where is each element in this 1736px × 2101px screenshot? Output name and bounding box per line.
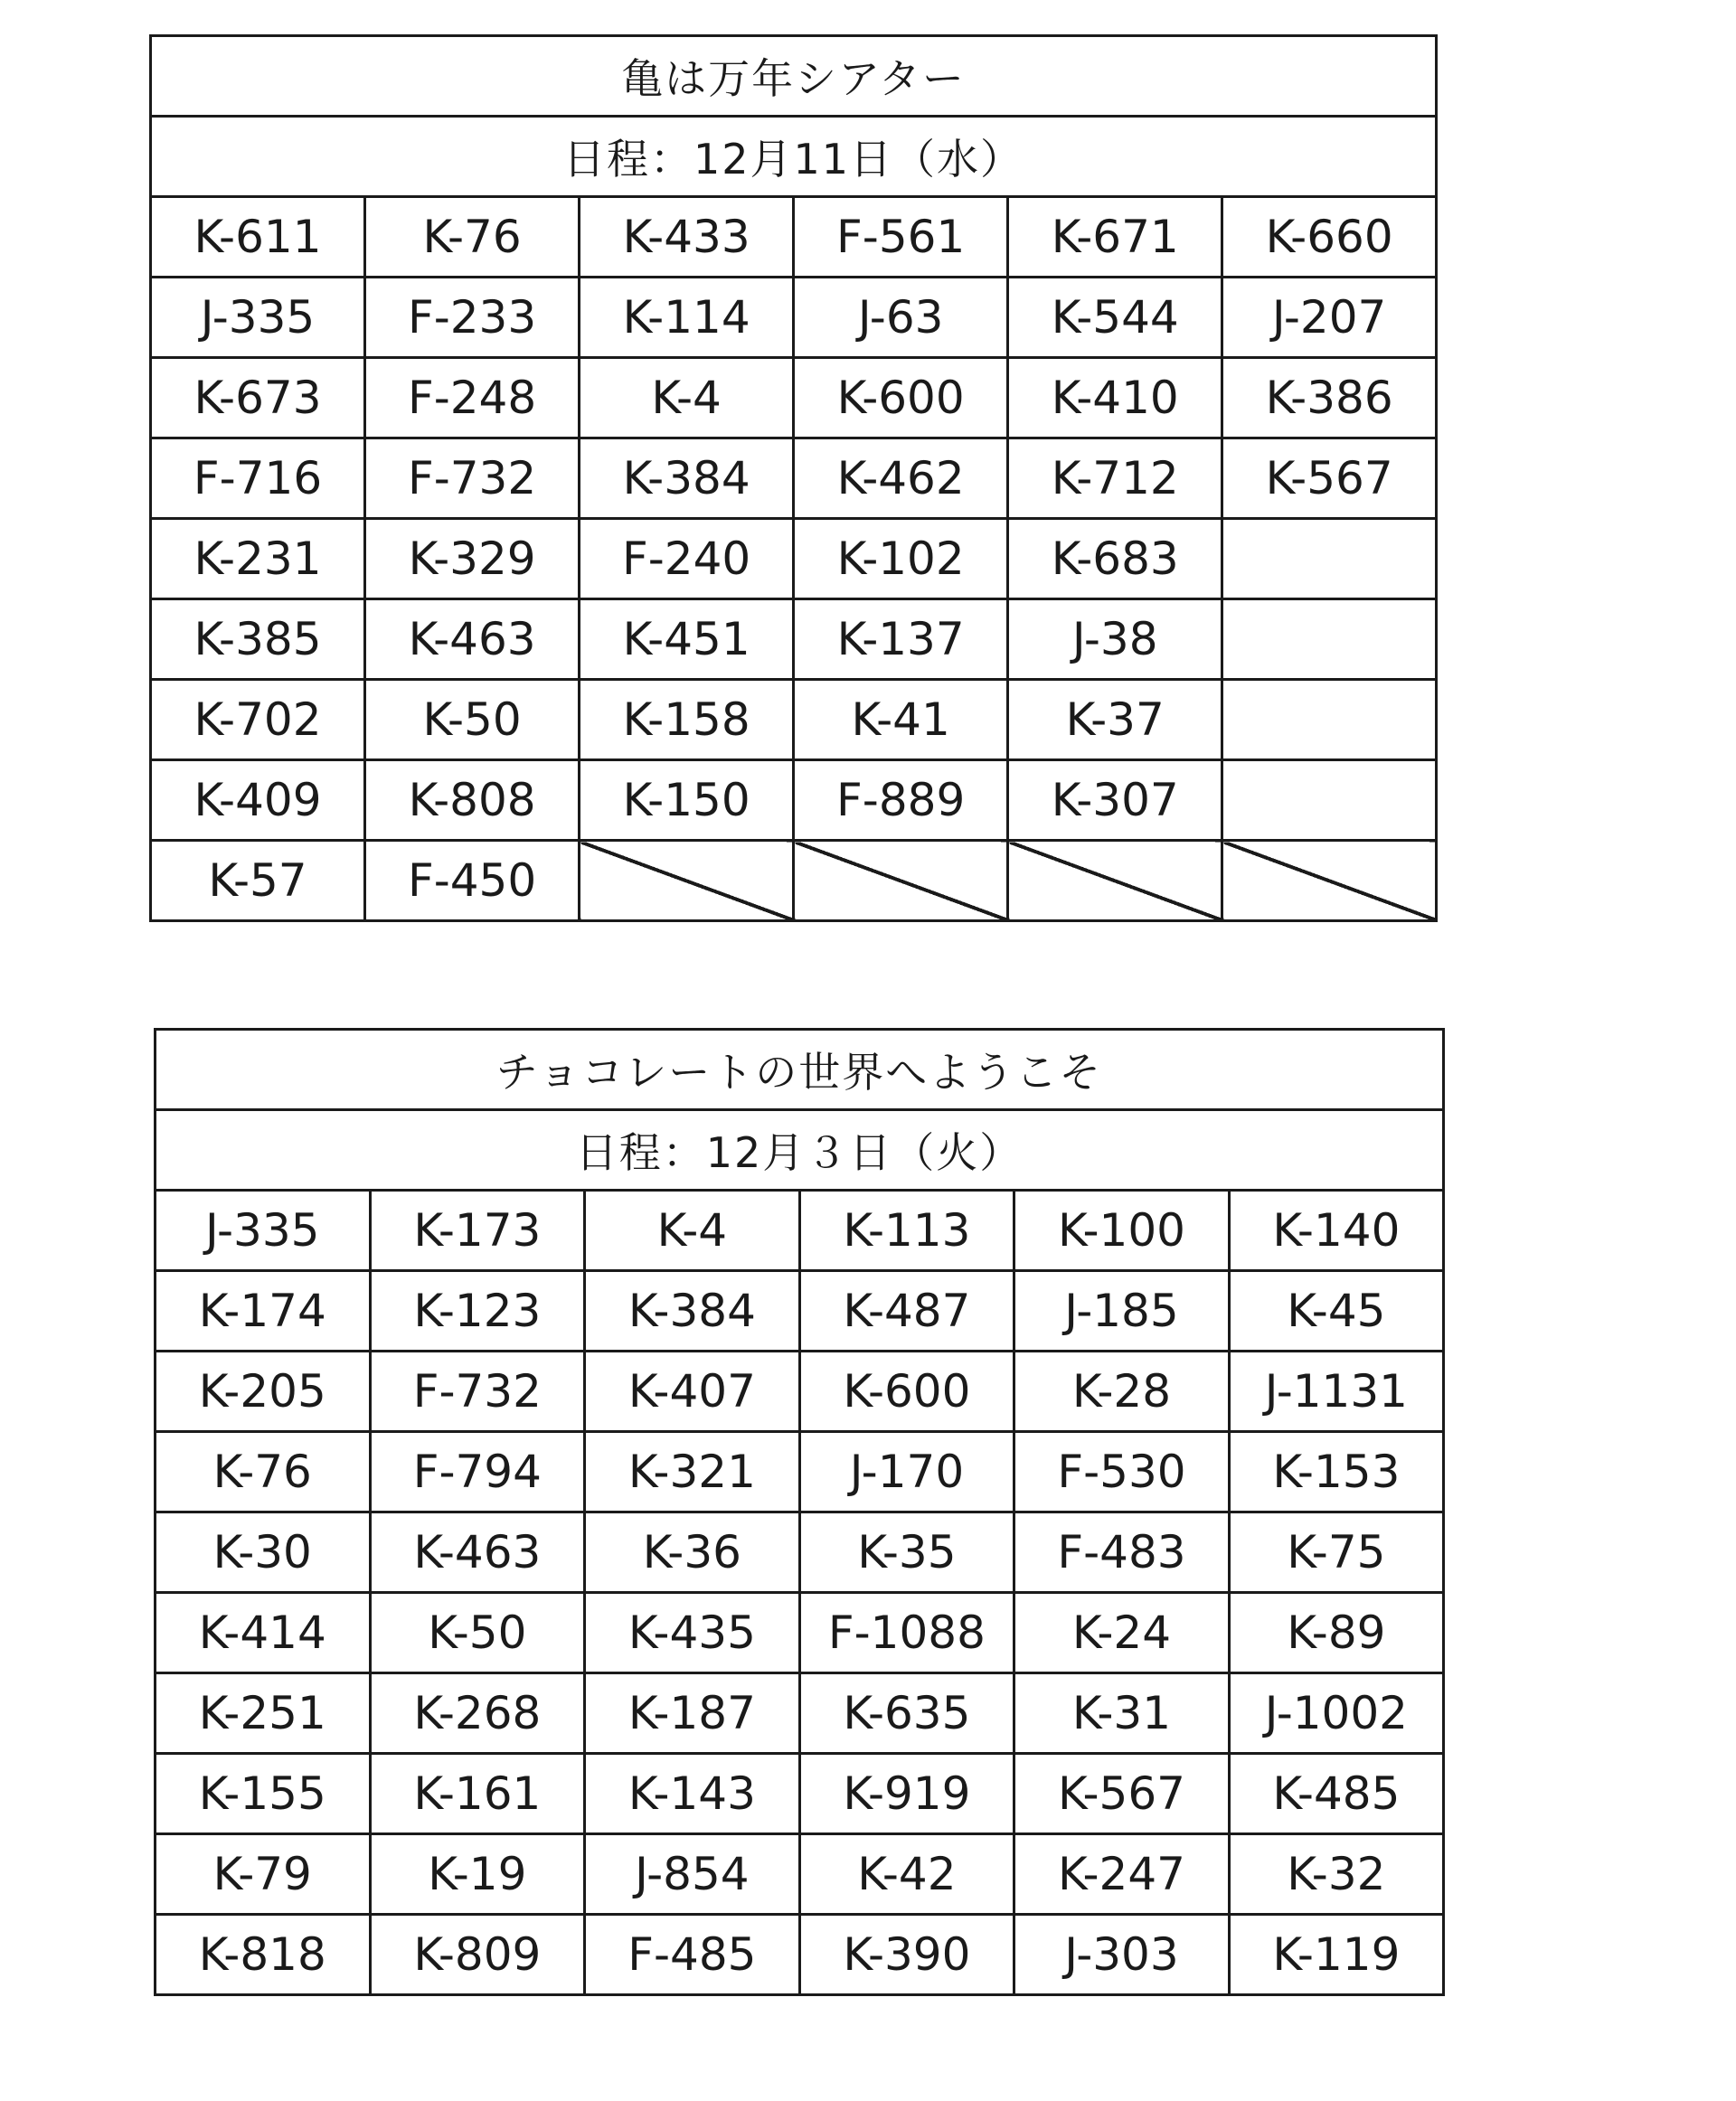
code-cell: K-307 <box>1008 760 1222 841</box>
code-cell: K-435 <box>585 1593 800 1673</box>
code-cell: K-42 <box>799 1834 1014 1915</box>
code-cell: K-28 <box>1014 1352 1230 1432</box>
code-cell: J-335 <box>156 1191 371 1271</box>
code-cell: K-153 <box>1229 1432 1443 1512</box>
code-cell: K-113 <box>799 1191 1014 1271</box>
code-cell: K-329 <box>365 519 580 599</box>
code-cell: K-247 <box>1014 1834 1230 1915</box>
schedule-title: 亀は万年シアター <box>151 36 1437 117</box>
table-row <box>151 599 1437 680</box>
code-cell: K-100 <box>1014 1191 1230 1271</box>
code-cell: K-45 <box>1229 1271 1443 1352</box>
code-cell: F-485 <box>585 1915 800 1995</box>
code-cell: F-240 <box>580 519 794 599</box>
code-cell: K-809 <box>370 1915 585 1995</box>
code-cell: K-155 <box>156 1754 371 1834</box>
code-cell: K-4 <box>580 358 794 438</box>
code-cell: K-143 <box>585 1754 800 1834</box>
code-cell: K-4 <box>585 1191 800 1271</box>
title-row <box>156 1030 1444 1110</box>
code-cell: K-173 <box>370 1191 585 1271</box>
table-row <box>156 1834 1444 1915</box>
empty-cell <box>1222 680 1437 760</box>
code-cell: F-716 <box>151 438 365 519</box>
code-cell: K-123 <box>370 1271 585 1352</box>
code-cell: J-1002 <box>1229 1673 1443 1754</box>
code-cell: K-321 <box>585 1432 800 1512</box>
code-cell: K-19 <box>370 1834 585 1915</box>
code-cell: K-384 <box>580 438 794 519</box>
code-cell: F-561 <box>794 197 1008 278</box>
code-cell: K-671 <box>1008 197 1222 278</box>
code-cell: K-24 <box>1014 1593 1230 1673</box>
schedule-title: チョコレートの世界へようこそ <box>156 1030 1444 1110</box>
code-cell: F-794 <box>370 1432 585 1512</box>
code-cell: F-732 <box>365 438 580 519</box>
code-cell: K-660 <box>1222 197 1437 278</box>
code-cell: K-75 <box>1229 1512 1443 1593</box>
code-cell: K-702 <box>151 680 365 760</box>
code-cell: K-567 <box>1222 438 1437 519</box>
code-cell: F-732 <box>370 1352 585 1432</box>
code-cell: J-185 <box>1014 1271 1230 1352</box>
code-cell: K-407 <box>585 1352 800 1432</box>
code-cell: K-37 <box>1008 680 1222 760</box>
code-cell: F-530 <box>1014 1432 1230 1512</box>
code-cell: K-433 <box>580 197 794 278</box>
code-cell: J-207 <box>1222 278 1437 358</box>
code-cell: J-38 <box>1008 599 1222 680</box>
table-row <box>156 1191 1444 1271</box>
code-cell: K-544 <box>1008 278 1222 358</box>
crossed-out-cell <box>1008 841 1222 921</box>
crossed-out-cell <box>1222 841 1437 921</box>
table-row <box>151 438 1437 519</box>
code-cell: K-32 <box>1229 1834 1443 1915</box>
code-cell: K-386 <box>1222 358 1437 438</box>
crossed-out-cell <box>580 841 794 921</box>
table-row <box>156 1754 1444 1834</box>
crossed-out-cell <box>794 841 1008 921</box>
code-cell: K-390 <box>799 1915 1014 1995</box>
code-cell: J-170 <box>799 1432 1014 1512</box>
code-cell: K-76 <box>156 1432 371 1512</box>
table-row <box>156 1673 1444 1754</box>
code-cell: K-140 <box>1229 1191 1443 1271</box>
code-cell: K-114 <box>580 278 794 358</box>
table-row <box>156 1915 1444 1995</box>
code-cell: K-487 <box>799 1271 1014 1352</box>
code-cell: K-36 <box>585 1512 800 1593</box>
code-cell: K-50 <box>370 1593 585 1673</box>
code-cell: K-462 <box>794 438 1008 519</box>
table-row <box>151 278 1437 358</box>
table-row <box>156 1512 1444 1593</box>
code-cell: K-808 <box>365 760 580 841</box>
code-cell: J-854 <box>585 1834 800 1915</box>
code-cell: J-63 <box>794 278 1008 358</box>
code-cell: K-485 <box>1229 1754 1443 1834</box>
code-cell: K-385 <box>151 599 365 680</box>
code-cell: K-410 <box>1008 358 1222 438</box>
table-row <box>151 197 1437 278</box>
date-row <box>156 1110 1444 1191</box>
code-cell: F-450 <box>365 841 580 921</box>
code-cell: K-414 <box>156 1593 371 1673</box>
title-row <box>151 36 1437 117</box>
code-cell: K-409 <box>151 760 365 841</box>
code-cell: K-818 <box>156 1915 371 1995</box>
table-row <box>156 1432 1444 1512</box>
code-cell: F-889 <box>794 760 1008 841</box>
schedule-table <box>154 1028 1445 1996</box>
code-cell: K-89 <box>1229 1593 1443 1673</box>
table-row <box>151 358 1437 438</box>
code-cell: K-119 <box>1229 1915 1443 1995</box>
table-row <box>156 1271 1444 1352</box>
code-cell: K-187 <box>585 1673 800 1754</box>
code-cell: K-31 <box>1014 1673 1230 1754</box>
code-cell: K-102 <box>794 519 1008 599</box>
code-cell: K-50 <box>365 680 580 760</box>
table-row <box>151 841 1437 921</box>
code-cell: K-600 <box>794 358 1008 438</box>
empty-cell <box>1222 519 1437 599</box>
code-cell: K-161 <box>370 1754 585 1834</box>
code-cell: K-673 <box>151 358 365 438</box>
code-cell: K-150 <box>580 760 794 841</box>
code-cell: K-137 <box>794 599 1008 680</box>
date-row <box>151 117 1437 197</box>
code-cell: K-567 <box>1014 1754 1230 1834</box>
schedule-date: 日程：12月３日（火） <box>156 1110 1444 1191</box>
empty-cell <box>1222 599 1437 680</box>
code-cell: K-683 <box>1008 519 1222 599</box>
table-row <box>156 1593 1444 1673</box>
code-cell: K-600 <box>799 1352 1014 1432</box>
code-cell: K-251 <box>156 1673 371 1754</box>
table-row <box>151 519 1437 599</box>
code-cell: K-463 <box>365 599 580 680</box>
code-cell: J-1131 <box>1229 1352 1443 1432</box>
code-cell: K-76 <box>365 197 580 278</box>
code-cell: K-158 <box>580 680 794 760</box>
code-cell: K-384 <box>585 1271 800 1352</box>
code-cell: K-35 <box>799 1512 1014 1593</box>
code-cell: K-231 <box>151 519 365 599</box>
code-cell: K-205 <box>156 1352 371 1432</box>
code-cell: J-335 <box>151 278 365 358</box>
code-cell: K-41 <box>794 680 1008 760</box>
code-cell: F-1088 <box>799 1593 1014 1673</box>
code-cell: K-30 <box>156 1512 371 1593</box>
code-cell: K-268 <box>370 1673 585 1754</box>
table-row <box>151 680 1437 760</box>
code-cell: K-79 <box>156 1834 371 1915</box>
code-cell: F-233 <box>365 278 580 358</box>
code-cell: J-303 <box>1014 1915 1230 1995</box>
table-row <box>151 760 1437 841</box>
code-cell: F-483 <box>1014 1512 1230 1593</box>
code-cell: K-463 <box>370 1512 585 1593</box>
schedule-table <box>149 34 1438 922</box>
schedule-date: 日程：12月11日（水） <box>151 117 1437 197</box>
code-cell: K-712 <box>1008 438 1222 519</box>
code-cell: K-919 <box>799 1754 1014 1834</box>
code-cell: K-451 <box>580 599 794 680</box>
code-cell: K-635 <box>799 1673 1014 1754</box>
code-cell: F-248 <box>365 358 580 438</box>
code-cell: K-57 <box>151 841 365 921</box>
empty-cell <box>1222 760 1437 841</box>
table-row <box>156 1352 1444 1432</box>
code-cell: K-174 <box>156 1271 371 1352</box>
code-cell: K-611 <box>151 197 365 278</box>
